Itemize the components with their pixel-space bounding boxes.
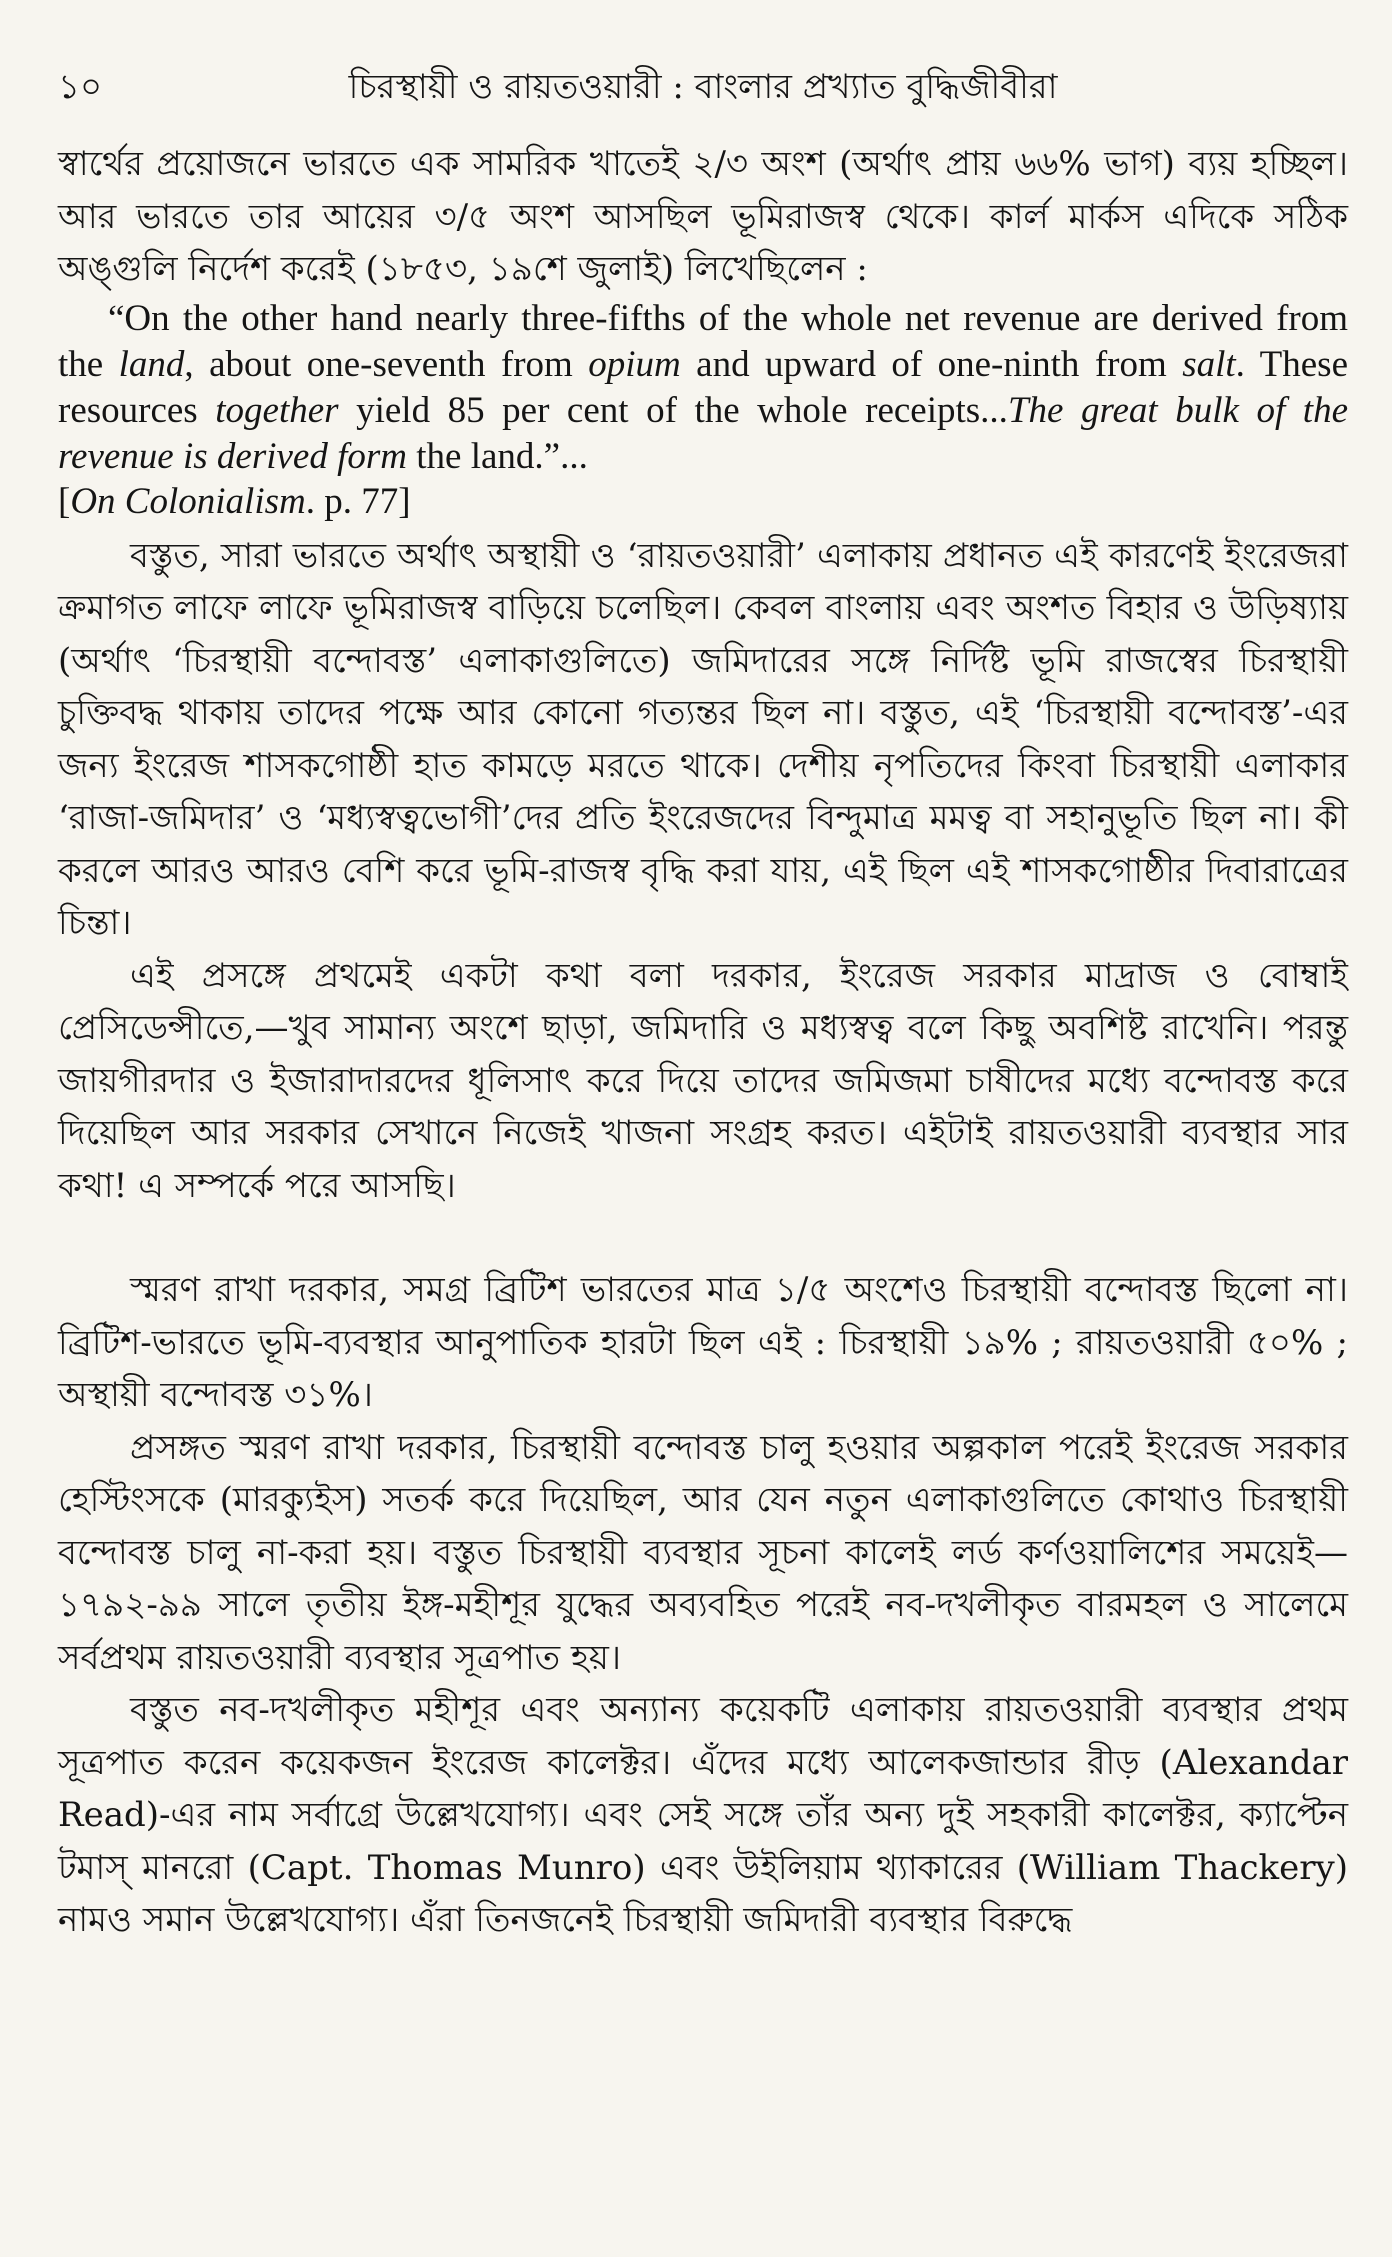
paragraph-3: এই প্রসঙ্গে প্রথমেই একটা কথা বলা দরকার, ইংরেজ সরকার মাদ্রাজ ও বোম্বাই প্রেসিডেন্সীতে,—খুব সামান্য অংশে ছাড়া, জমিদারি ও মধ্যস্বত্ব বলে কিছু অবশিষ্ট রাখেনি। পরন্তু জায়গীরদার ও ইজারাদারদের ধূলিসাৎ করে দিয়ে তাদের জমিজমা চাষীদের মধ্যে বন্দোবস্ত করে দিয়েছিল আর সরকার সেখানে নিজেই খাজনা সংগ্রহ করত। এইটাই রায়তওয়ারী ব্যবস্থার সার কথা! এ সম্পর্কে পরে আসছি। [58,955,1348,1206]
paragraph-4: স্মরণ রাখা দরকার, সমগ্র ব্রিটিশ ভারতের মাত্র ১/৫ অংশেও চিরস্থায়ী বন্দোবস্ত ছিলো না। ব্রিটিশ-ভারতে ভূমি-ব্যবস্থার আনুপাতিক হারটা ছিল এই : চিরস্থায়ী ১৯% ; রায়তওয়ারী ৫০% ; অস্থায়ী বন্দোবস্ত ৩১%। [58,1270,1348,1415]
quote-text: “On the other hand nearly three-fifths of the whole net revenue are derived from the [58,297,1348,385]
quote-text: , about one-seventh from [184,343,589,385]
quote-text: the land.”... [407,435,588,477]
quote-emphasis: land [118,343,185,385]
quote-text: . These resources [58,343,1349,431]
quote-text: and upward of one-ninth from [680,343,1183,385]
paragraph-2: বস্তুত, সারা ভারতে অর্থাৎ অস্থায়ী ও ‘রায়তওয়ারী’ এলাকায় প্রধানত এই কারণেই ইংরেজরা ক্রমাগত লাফে লাফে ভূমিরাজস্ব বাড়িয়ে চলেছিল। কেবল বাংলায় এবং অংশত বিহার ও উড়িষ্যায় (অর্থাৎ ‘চিরস্থায়ী বন্দোবস্ত’ এলাকাগুলিতে) জমিদারের সঙ্গে নির্দিষ্ট ভূমি রাজস্বের চিরস্থায়ী চুক্তিবদ্ধ থাকায় তাদের পক্ষে আর কোনো গত্যন্তর ছিল না। বস্তুত, এই ‘চিরস্থায়ী বন্দোবস্ত’-এর জন্য ইংরেজ শাসকগোষ্ঠী হাত কামড়ে মরতে থাকে। দেশীয় নৃপতিদের কিংবা চিরস্থায়ী এলাকার ‘রাজা-জমিদার’ ও ‘মধ্যস্বত্বভোগী’দের প্রতি ইংরেজদের বিন্দুমাত্র মমত্ব বা সহানুভূতি ছিল না। কী করলে আরও আরও বেশি করে ভূমি-রাজস্ব বৃদ্ধি করা যায়, এই ছিল এই শাসকগোষ্ঠীর দিবারাত্রের চিন্তা। [58,535,1348,943]
page-header [58,58,1348,116]
quote-emphasis: opium [588,343,681,385]
paragraph-6: বস্তুত নব-দখলীকৃত মহীশূর এবং অন্যান্য কয়েকটি এলাকায় রায়তওয়ারী ব্যবস্থার প্রথম সূত্রপাত করেন কয়েকজন ইংরেজ কালেক্টর। এঁদের মধ্যে আলেকজান্ডার রীড় (Alexandar Read)-এর নাম সর্বাগ্রে উল্লেখযোগ্য। এবং সেই সঙ্গে তাঁর অন্য দুই সহকারী কালেক্টর, ক্যাপ্টেন টমাস্ মানরো (Capt. Thomas Munro) এবং উইলিয়াম থ্যাকারের (William Thackery) নামও সমান উল্লেখযোগ্য। এঁরা তিনজনেই চিরস্থায়ী জমিদারী ব্যবস্থার বিরুদ্ধে [58,1690,1348,1940]
quote-emphasis: together [215,389,339,431]
quote-citation [58,480,1348,524]
marx-quotation [58,296,1348,480]
paragraph-5: প্রসঙ্গত স্মরণ রাখা দরকার, চিরস্থায়ী বন্দোবস্ত চালু হওয়ার অল্পকাল পরেই ইংরেজ সরকার হেস্টিংসকে (মারক্যুইস) সতর্ক করে দিয়েছিল, আর যেন নতুন এলাকাগুলিতে কোথাও চিরস্থায়ী বন্দোবস্ত চালু না-করা হয়। বস্তুত চিরস্থায়ী ব্যবস্থার সূচনা কালেই লর্ড কর্ণওয়ালিশের সময়েই—১৭৯২-৯৯ সালে তৃতীয় ইঙ্গ-মহীশূর যুদ্ধের অব্যবহিত পরেই নব-দখলীকৃত বারমহল ও সালেমে সর্বপ্রথম রায়তওয়ারী ব্যবস্থার সূত্রপাত হয়। [58,1427,1348,1678]
quote-text: yield 85 per cent of the whole receipts... [338,389,1008,431]
citation-title: On Colonialism [70,480,306,522]
body-text [58,138,1348,1947]
paragraph-1: স্বার্থের প্রয়োজনে ভারতে এক সামরিক খাতেই ২/৩ অংশ (অর্থাৎ প্রায় ৬৬% ভাগ) ব্যয় হচ্ছিল। আর ভারতে তার আয়ের ৩/৫ অংশ আসছিল ভূমিরাজস্ব থেকে। কার্ল মার্কস এদিকে সঠিক অঙ্গুলি নির্দেশ করেই (১৮৫৩, ১৯শে জুলাই) লিখেছিলেন : [58,144,1348,289]
citation-bracket: [ [58,480,71,522]
running-head: চিরস্থায়ী ও রায়তওয়ারী : বাংলার প্রখ্যাত বুদ্ধিজীবীরা [348,67,1058,107]
page-number: ১০ [58,67,103,107]
quote-emphasis: The great bulk of the revenue is derived form [58,389,1348,477]
section-gap [58,1212,1348,1264]
quote-emphasis: salt [1182,343,1236,385]
citation-page: . p. 77] [305,480,411,522]
